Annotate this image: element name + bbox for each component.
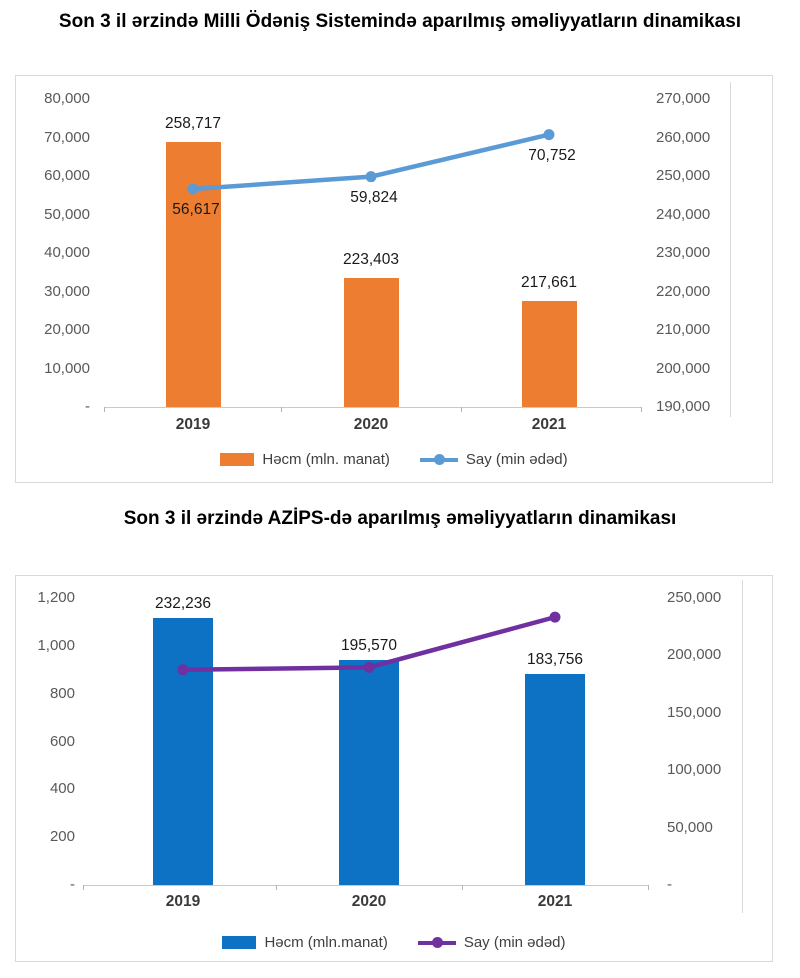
chart2-title: Son 3 il ərzində AZİPS-də aparılmış əməliyyatların dinamikası — [123, 508, 677, 529]
bar-value-label: 183,756 — [526, 651, 584, 669]
legend-line-marker — [434, 454, 445, 465]
x-axis-label-2019: 2019 — [175, 416, 211, 433]
left-axis-tick-label: - — [85, 398, 90, 415]
x-axis-tick — [648, 885, 649, 890]
legend-item — [220, 451, 390, 468]
line-marker-2020 — [366, 171, 377, 182]
right-axis-tick-label: 210,000 — [656, 321, 711, 338]
left-axis-tick-label: 70,000 — [44, 128, 90, 146]
right-axis-tick-label: 50,000 — [667, 818, 713, 836]
bar-2020 — [339, 660, 399, 885]
line-value-label: 59,824 — [350, 188, 398, 206]
left-axis-tick-label: 80,000 — [44, 90, 90, 107]
legend-line-swatch-icon — [420, 453, 458, 466]
left-axis-tick-label: - — [70, 876, 75, 893]
bar-2021 — [522, 301, 577, 407]
secondary-axis-line — [742, 580, 743, 913]
x-axis-line — [83, 885, 648, 886]
x-axis-tick — [276, 885, 277, 890]
left-axis-tick-label: 20,000 — [44, 321, 90, 338]
legend-label: Say (min ədəd) — [463, 933, 566, 951]
left-axis-tick-label: 800 — [49, 684, 75, 702]
legend-label: Həcm (mln. manat) — [262, 450, 390, 468]
left-axis-tick-label: 400 — [49, 780, 75, 798]
bar-2021 — [525, 674, 585, 885]
x-axis-label-2020: 2020 — [351, 893, 387, 910]
left-axis-tick-label: 200 — [49, 828, 75, 846]
left-axis-tick-label: 1,000 — [37, 636, 75, 654]
line-value-label: 70,752 — [528, 146, 576, 164]
bar-value-label: 232,236 — [154, 595, 212, 613]
right-axis-tick-label: - — [667, 876, 672, 893]
line-marker-2021 — [550, 612, 561, 623]
line-value-label: 56,617 — [172, 201, 220, 219]
right-axis-tick-label: 260,000 — [656, 128, 711, 146]
bar-value-label: 223,403 — [342, 251, 400, 269]
right-axis-tick-label: 230,000 — [656, 244, 711, 261]
national-payment-system-chart — [15, 75, 773, 483]
x-axis-tick — [104, 407, 105, 412]
x-axis-line — [104, 407, 641, 408]
bar-2019 — [153, 618, 213, 885]
x-axis-label-2020: 2020 — [353, 416, 389, 433]
bar-value-label: 195,570 — [340, 637, 398, 655]
bar-2020 — [344, 278, 399, 407]
left-axis-tick-label: 600 — [49, 732, 75, 750]
left-axis-tick-label: 60,000 — [44, 167, 90, 184]
legend-line-marker — [432, 937, 443, 948]
secondary-axis-line — [730, 82, 731, 417]
legend-label: Say (min ədəd) — [465, 450, 568, 468]
x-axis-label-2021: 2021 — [531, 416, 567, 433]
bar-2019 — [166, 142, 221, 407]
legend-label: Həcm (mln.manat) — [264, 933, 388, 951]
x-axis-label-2021: 2021 — [537, 893, 573, 910]
x-axis-tick — [83, 885, 84, 890]
legend-bar-swatch-icon — [220, 453, 254, 466]
x-axis-tick — [641, 407, 642, 412]
line-marker-2021 — [544, 129, 555, 140]
bar-value-label: 217,661 — [520, 273, 578, 291]
right-axis-tick-label: 200,000 — [656, 359, 711, 377]
x-axis-label-2019: 2019 — [165, 893, 201, 910]
x-axis-tick — [461, 407, 462, 412]
left-axis-tick-label: 10,000 — [44, 359, 90, 377]
bar-value-label: 258,717 — [164, 115, 222, 133]
right-axis-tick-label: 220,000 — [656, 282, 711, 300]
x-axis-tick — [281, 407, 282, 412]
right-axis-tick-label: 150,000 — [667, 703, 722, 721]
legend — [16, 930, 772, 954]
azips-chart — [15, 575, 773, 962]
right-axis-tick-label: 190,000 — [656, 398, 711, 415]
left-axis-tick-label: 1,200 — [37, 589, 75, 606]
legend-line-swatch-icon — [418, 936, 456, 949]
right-axis-tick-label: 100,000 — [667, 761, 722, 779]
x-axis-tick — [462, 885, 463, 890]
right-axis-tick-label: 240,000 — [656, 205, 711, 223]
legend-item — [222, 934, 387, 951]
legend-bar-swatch-icon — [222, 936, 256, 949]
right-axis-tick-label: 250,000 — [656, 167, 711, 184]
right-axis-tick-label: 270,000 — [656, 90, 711, 107]
left-axis-tick-label: 30,000 — [44, 282, 90, 300]
left-axis-tick-label: 40,000 — [44, 244, 90, 261]
legend — [16, 447, 772, 471]
right-axis-tick-label: 200,000 — [667, 646, 722, 664]
right-axis-tick-label: 250,000 — [667, 589, 722, 606]
legend-item — [418, 934, 566, 951]
chart1-title: Son 3 il ərzində Milli Ödəniş Sistemində aparılmış əməliyyatların dinamikası — [58, 11, 742, 32]
left-axis-tick-label: 50,000 — [44, 205, 90, 223]
legend-item — [420, 451, 568, 468]
